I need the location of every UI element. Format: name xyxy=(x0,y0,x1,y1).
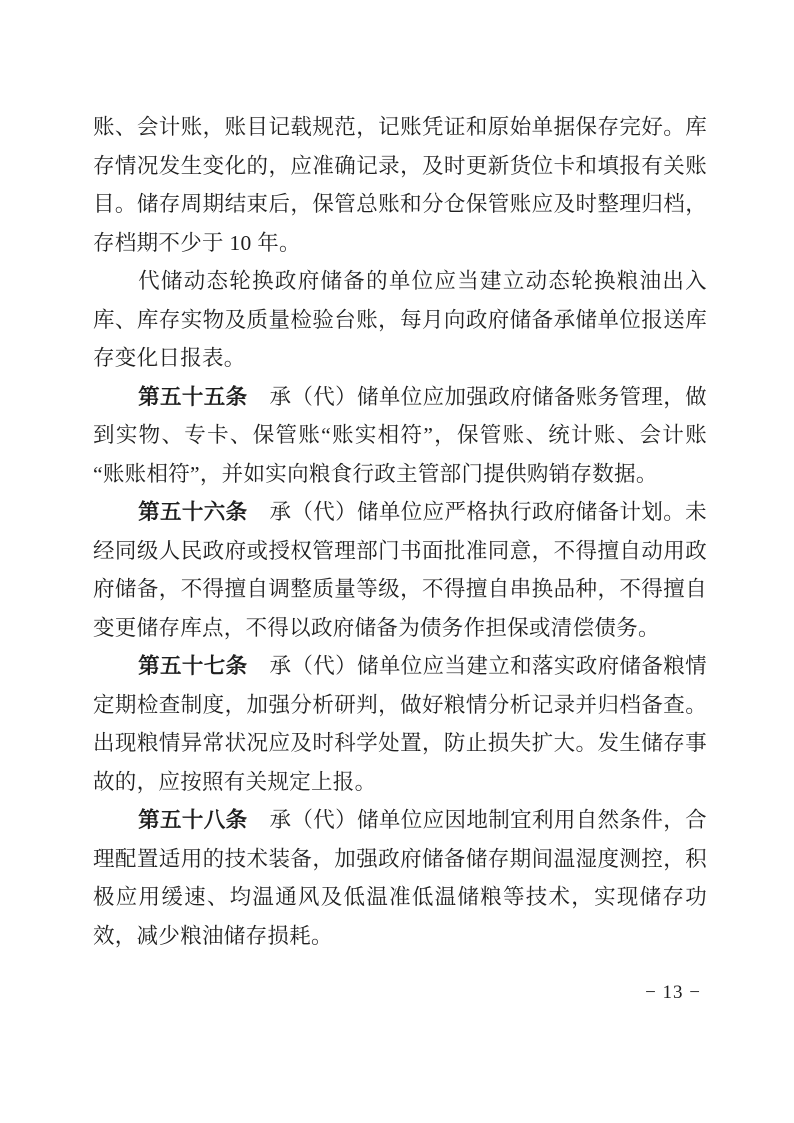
paragraph-dynamic-rotation xyxy=(93,262,707,378)
page-number-label: − 13 − xyxy=(645,982,701,1003)
paragraph-text: 承（代）储单位应因地制宜利用自然条件，合理配置适用的技术装备，加强政府储备储存期间温湿度测控，积极应用缓速、均温通风及低温准低温储粮等技术，实现储存功效，减少粮油储存损耗。 xyxy=(93,808,707,948)
page-footer xyxy=(93,982,707,1004)
article-58-number: 第五十八条 xyxy=(138,808,248,832)
paragraph-text: 代储动态轮换政府储备的单位应当建立动态轮换粮油出入库、库存实物及质量检验台账，每月向政府储备承储单位报送库存变化日报表。 xyxy=(93,269,707,370)
paragraph-article-56 xyxy=(93,493,707,647)
paragraph-article-55 xyxy=(93,378,707,494)
paragraph-text: 承（代）储单位应加强政府储备账务管理，做到实物、专卡、保管账“账实相符”，保管账、统计账、会计账“账账相符”，并如实向粮食行政主管部门提供购销存数据。 xyxy=(93,384,707,486)
paragraph-text: 承（代）储单位应当建立和落实政府储备粮情定期检查制度，加强分析研判，做好粮情分析记录并归档备查。出现粮情异常状况应及时科学处置，防止损失扩大。发生储存事故的，应按照有关规定上报。 xyxy=(93,654,707,794)
document-body xyxy=(93,108,707,955)
article-57-number: 第五十七条 xyxy=(138,654,248,678)
paragraph-article-57 xyxy=(93,647,707,801)
paragraph-article-58 xyxy=(93,801,707,955)
paragraph-text: 承（代）储单位应严格执行政府储备计划。未经同级人民政府或授权管理部门书面批准同意，不得擅自动用政府储备，不得擅自调整质量等级，不得擅自串换品种，不得擅自变更储存库点，不得以政府储备为债务作担保或清偿债务。 xyxy=(93,500,707,640)
article-55-number: 第五十五条 xyxy=(138,384,248,409)
article-56-number: 第五十六条 xyxy=(138,500,248,524)
paragraph-text: 账、会计账，账目记载规范，记账凭证和原始单据保存完好。库存情况发生变化的，应准确记录，及时更新货位卡和填报有关账目。储存周期结束后，保管总账和分仓保管账应及时整理归档，存档期不少于 10 年。 xyxy=(93,115,707,255)
paragraph-carryover xyxy=(93,108,707,262)
